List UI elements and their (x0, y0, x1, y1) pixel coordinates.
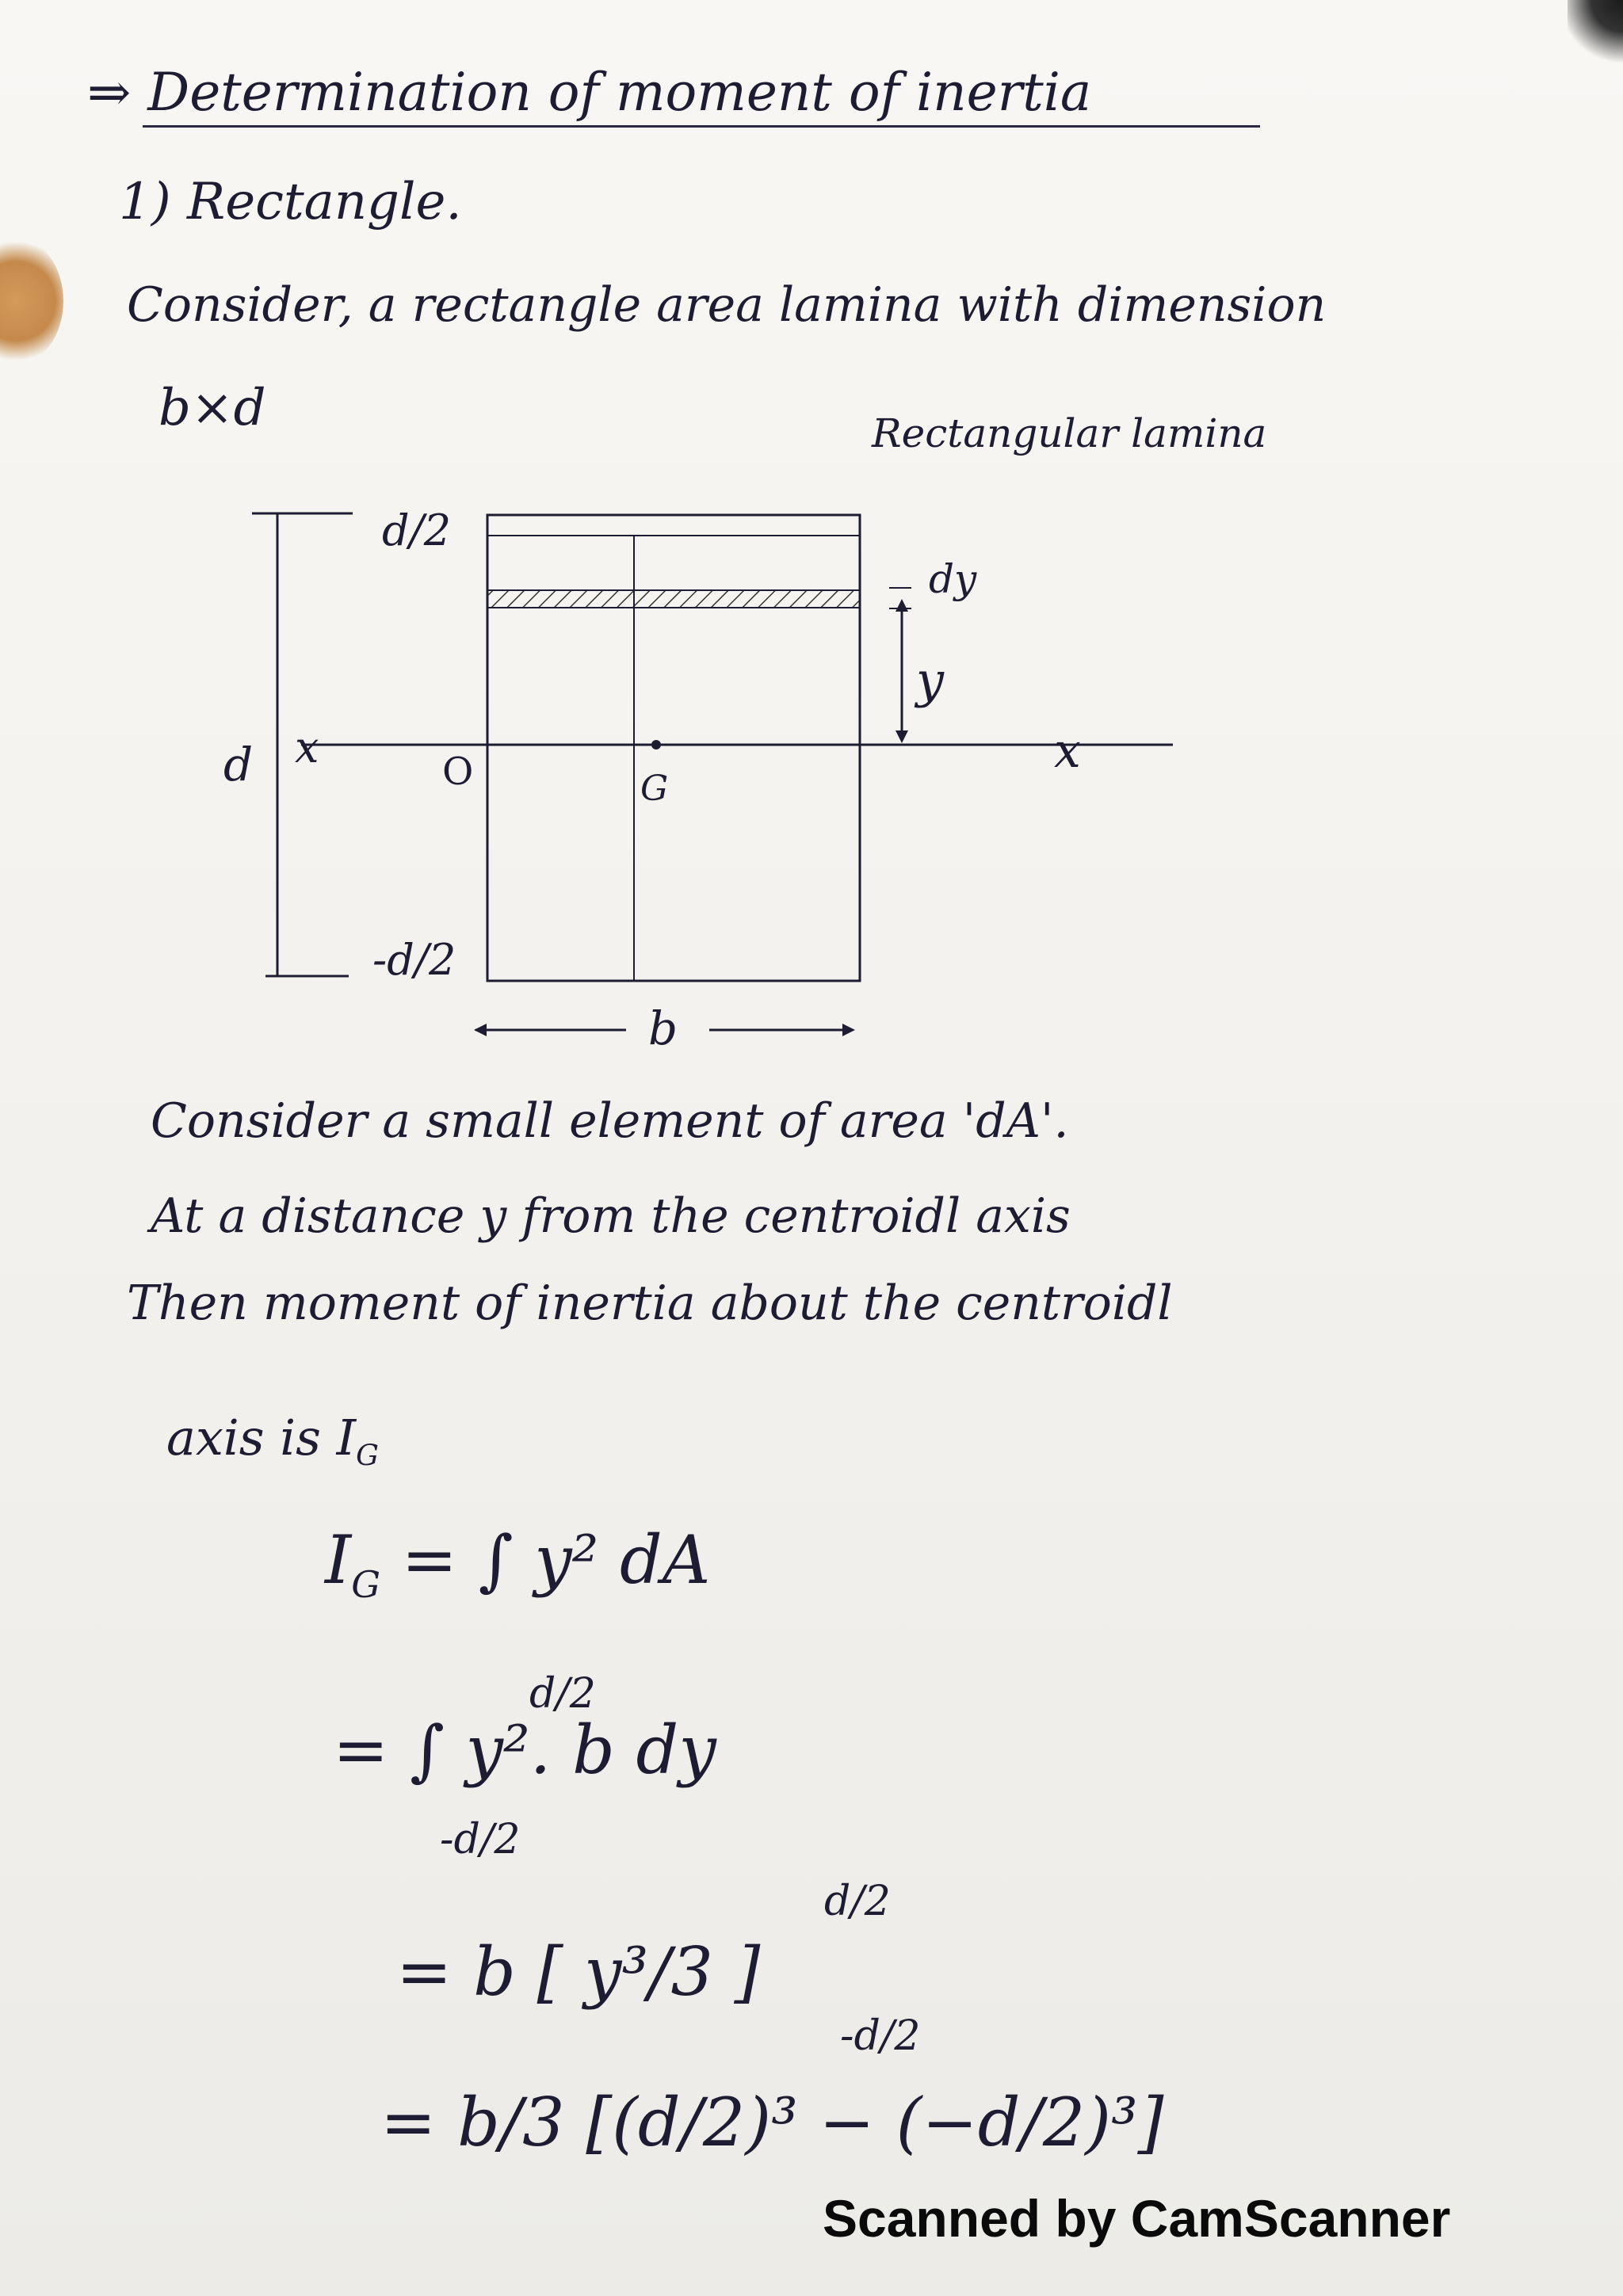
equation-2-lower-limit: -d/2 (440, 1816, 521, 1863)
label-distance: y (916, 651, 945, 709)
label-total-depth: d (223, 738, 254, 791)
paragraph-3: Then moment of inertia about the centroidl (127, 1276, 1173, 1331)
equation-1-rest: = ∫ y² dA (380, 1521, 711, 1599)
y-arrow-top (896, 599, 908, 612)
paragraph-4-subscript: G (356, 1440, 379, 1473)
equation-2: = ∫ y². b dy (333, 1711, 716, 1789)
paragraph-2: At a distance y from the centroidl axis (151, 1188, 1071, 1244)
paragraph-4 (166, 1409, 379, 1472)
intro-line-1: Consider, a rectangle area lamina with dimension (127, 277, 1327, 333)
paragraph-1: Consider a small element of area 'dA'. (151, 1093, 1069, 1149)
label-origin: O (442, 749, 474, 794)
centroid-point (651, 740, 661, 749)
equation-3: = b [ y³/3 ] (396, 1933, 761, 2011)
heading-arrow: ⇒ (87, 62, 132, 123)
section-name: Rectangle. (187, 173, 462, 231)
label-bottom-half: -d/2 (372, 935, 456, 985)
label-width: b (648, 1001, 678, 1055)
equation-4: = b/3 [(d/2)³ − (−d/2)³] (380, 2084, 1164, 2161)
intro-line-2: b×d (158, 379, 266, 437)
label-strip-thickness: dy (929, 556, 977, 602)
equation-3-upper-limit: d/2 (824, 1878, 891, 1925)
equation-1-subscript: G (351, 1562, 380, 1606)
y-arrow-bottom (896, 730, 908, 743)
scanner-watermark: Scanned by CamScanner (823, 2189, 1451, 2248)
paragraph-4-text: axis is I (166, 1409, 357, 1466)
hatched-strip (487, 590, 860, 608)
b-arrow-left (474, 1024, 487, 1036)
b-arrow-right (842, 1024, 855, 1036)
heading-text: Determination of moment of inertia (147, 62, 1092, 123)
label-centroid: G (640, 769, 669, 809)
equation-3-lower-limit: -d/2 (840, 2012, 921, 2060)
rectangle-outline (487, 515, 860, 981)
label-axis-left: x (295, 723, 319, 772)
equation-1 (325, 1521, 710, 1606)
figure-title: Rectangular lamina (872, 410, 1267, 456)
label-top-half: d/2 (382, 505, 452, 555)
equation-1-symbol: I (325, 1521, 352, 1599)
equation-2-upper-limit: d/2 (529, 1670, 596, 1718)
section-number: 1) (119, 173, 171, 231)
label-axis-right: x (1054, 723, 1081, 779)
